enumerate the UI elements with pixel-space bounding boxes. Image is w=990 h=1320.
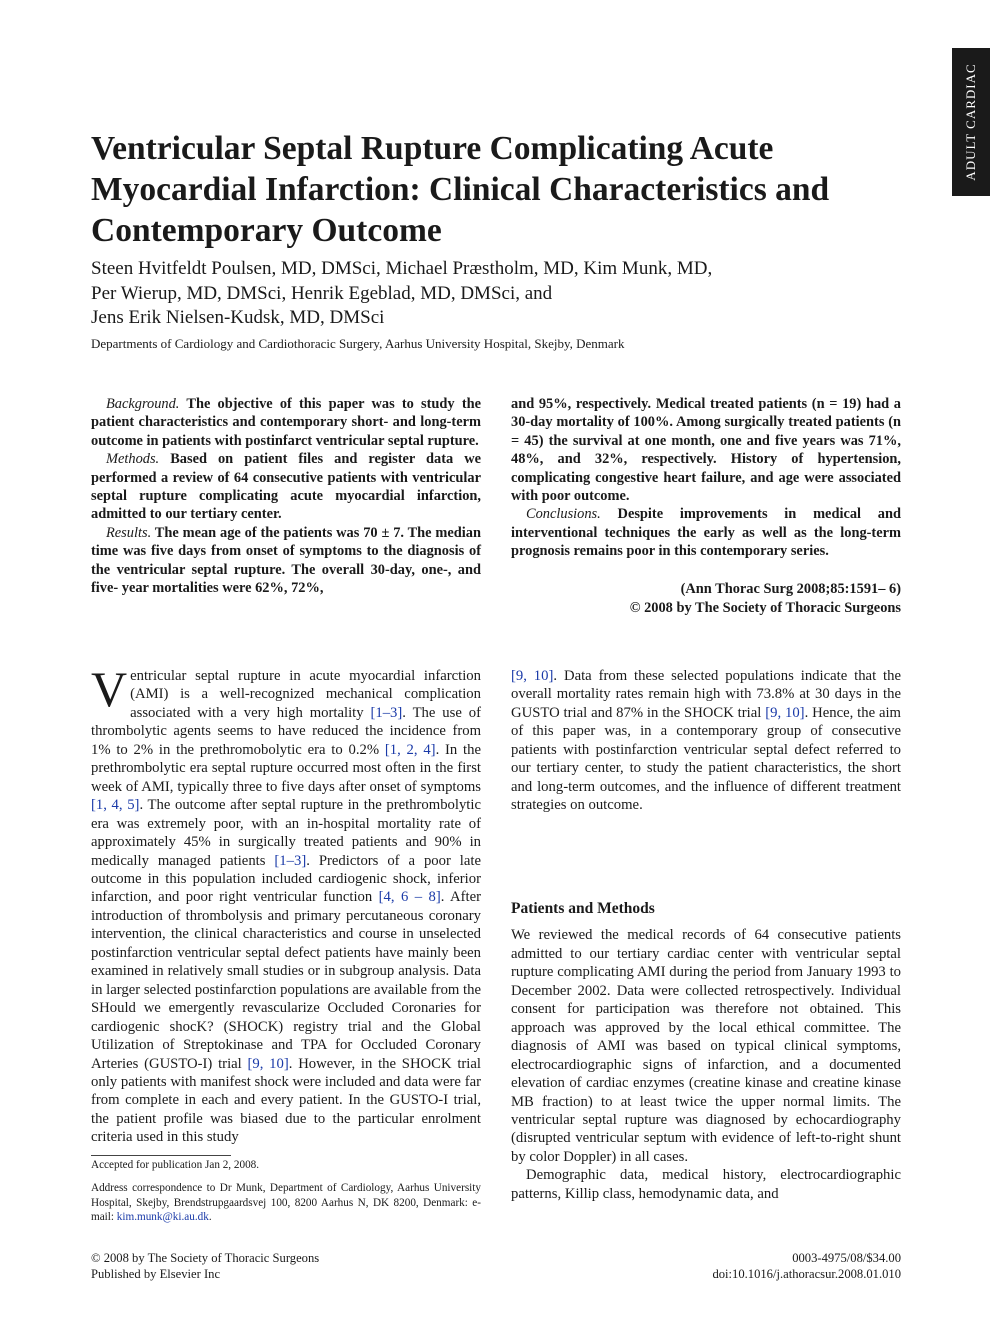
footer-left xyxy=(91,1250,319,1282)
abstract-left-column xyxy=(91,395,481,597)
body-left-column xyxy=(91,661,481,1147)
body-right-column xyxy=(511,667,901,815)
author-line: Per Wierup, MD, DMSci, Henrik Egeblad, MD, DMSci, and xyxy=(91,282,553,304)
footer-copyright: © 2008 by The Society of Thoracic Surgeons xyxy=(91,1251,320,1265)
reference-link[interactable]: [1–3] xyxy=(274,852,307,869)
abstract-results: Results. The mean age of the patients was 70 ± 7. The median time was five days from onset of symptoms to the diagnosis of the ventricular septal rupture. The overall 30-day, one-, and five- year mortalities were 62%, 72%, xyxy=(91,524,481,597)
methods-paragraph: Demographic data, medical history, electrocardiographic patterns, Killip class, hemodynamic data, and xyxy=(511,1167,901,1202)
footer-doi: doi:10.1016/j.athoracsur.2008.01.010 xyxy=(712,1267,901,1281)
reference-link[interactable]: [1–3] xyxy=(370,704,403,721)
article-title: Ventricular Septal Rupture Complicating Acute Myocardial Infarction: Clinical Characteristics and Contemporary Outcome xyxy=(91,130,830,249)
journal-citation-block xyxy=(511,580,901,617)
journal-citation: (Ann Thorac Surg 2008;85:1591– 6) xyxy=(680,581,901,597)
background-label: Background. xyxy=(106,396,180,412)
author-line: Steen Hvitfeldt Poulsen, MD, DMSci, Michael Præstholm, MD, Kim Munk, MD, xyxy=(91,258,713,279)
reference-link[interactable]: [1, 4, 5] xyxy=(91,797,140,814)
author-line: Jens Erik Nielsen-Kudsk, MD, DMSci xyxy=(91,307,385,328)
results-label: Results. xyxy=(106,524,152,541)
abstract-conclusions: Conclusions. Despite improvements in medical and interventional techniques the early as well as the long-term prognosis remains poor in this contemporary series. xyxy=(511,506,901,560)
abstract-results-continued: and 95%, respectively. Medical treated patients (n = 19) had a 30-day mortality of 100%. Among surgically treated patients (n = 45) the survival at one month, one and five years was 71%, 48%, and 32%, respectively. History of hypertension, complicating congestive heart failure, and age were associated with poor outcome. xyxy=(511,396,901,505)
reference-link[interactable]: [1, 2, 4] xyxy=(384,741,436,758)
abstract-right-column xyxy=(511,395,901,561)
methods-label: Methods. xyxy=(106,451,160,468)
section-tab xyxy=(952,48,990,196)
copyright-line: © 2008 by The Society of Thoracic Surgeons xyxy=(629,599,901,616)
accepted-note: Accepted for publication Jan 2, 2008. xyxy=(91,1159,260,1171)
reference-link[interactable]: [4, 6 – 8] xyxy=(378,889,441,906)
footer-issn: 0003-4975/08/$34.00 xyxy=(792,1251,901,1265)
email-link[interactable]: kim.munk@ki.au.dk xyxy=(116,1211,209,1223)
dropcap: V xyxy=(91,661,128,717)
reference-link[interactable]: [9, 10] xyxy=(511,668,554,684)
intro-paragraph-continued: [9, 10]. Data from these selected populations indicate that the overall mortality rates remain high with 73.8% at 30 days in the GUSTO trial and 87% in the SHOCK trial [9, 10]. Hence, the aim of this paper was, in a contemporary group of consecutive patients with postinfarction ventricular septal defect referred to our tertiary center, to study the patient characteristics, the short and long-term outcomes, and the influence of different treatment strategies on outcome. xyxy=(511,668,901,814)
intro-paragraph: Ventricular septal rupture in acute myocardial infarction (AMI) is a well-recognized mechanical complication associated with a very high mortality [1–3]. The use of thrombolytic agents seems to have reduced the incidence from 1% to 2% in the prethromobolytic era to 0.2% [1, 2, 4]. In the prethrombolytic era septal rupture occurred most often in the first week of AMI, typically three to five days after onset of symptoms [1, 4, 5]. The outcome after septal rupture in the prethrombolytic era was extremely poor, with an in-hospital mortality rate of approximately 45% in surgically treated patients and 90% in medically managed patients [1–3]. Predictors of a poor late outcome in this population included cardiogenic shock, inferior infarction, and poor right ventricular function [4, 6 – 8]. After introduction of thrombolysis and primary percutaneous coronary intervention, the clinical characteristics and course in unselected postinfarction ventricular septal defect patients have mainly been examined in relatively small studies or in subgroup analysis. Data in larger selected postinfarction populations are available from the SHould we emergently revascularize Occluded Coronaries for cardiogenic shocK? (SHOCK) registry trial and the Global Utilization of Streptokinase and TPA for Occluded Coronary Arteries (GUSTO-I) trial [9, 10]. However, in the SHOCK trial only patients with manifest shock were included and data were far from complete in each and every patient. In the GUSTO-I trial, the patient profile was biased due to the particular enrolment criteria used in this study xyxy=(91,661,481,1146)
section-tab-label: ADULT CARDIAC xyxy=(963,63,978,181)
footer-right xyxy=(712,1250,901,1282)
reference-link[interactable]: [9, 10] xyxy=(247,1055,289,1072)
abstract-methods: Methods. Based on patient files and register data we performed a review of 64 consecutive patients with ventricular septal rupture complicating acute myocardial infarction, admitted to our tertiary center. xyxy=(91,451,481,523)
correspondence-note: Address correspondence to Dr Munk, Department of Cardiology, Aarhus University Hospital, Skejby, Brendstrupgaardsvej 100, 8200 Aarhus N, DK 8200, Denmark: e-mail: kim.munk@ki.au.dk. xyxy=(91,1182,481,1223)
footnote-rule xyxy=(91,1155,231,1156)
methods-section xyxy=(511,900,901,1203)
reference-link[interactable]: [9, 10] xyxy=(765,704,805,721)
affiliation: Departments of Cardiology and Cardiothoracic Surgery, Aarhus University Hospital, Skejby, Denmark xyxy=(91,336,625,351)
author-list xyxy=(91,257,891,331)
section-heading: Patients and Methods xyxy=(511,900,655,917)
abstract-background: Background. The objective of this paper was to study the patient characteristics and contemporary short- and long-term outcome in patients with postinfarct ventricular septal rupture. xyxy=(91,396,481,449)
footer-publisher: Published by Elsevier Inc xyxy=(91,1267,221,1281)
conclusions-label: Conclusions. xyxy=(526,506,601,523)
methods-paragraph: We reviewed the medical records of 64 consecutive patients admitted to our tertiary cardiac center with ventricular septal rupture complicating AMI during the period from January 1993 to December 2002. Data were collected retrospectively. Individual consent for participation was therefore not obtained. This approach was approved by the local ethical committee. The diagnosis of AMI was based on typical clinical symptoms, electrocardiographic signs of infarction, and a documented elevation of cardiac enzymes (creatine kinase and creatine kinase MB fraction) to at least twice the upper normal limits. The ventricular septal rupture was diagnosed by echocardiography (disrupted ventricular septum with evidence of left-to-right shunt by color Doppler) in all cases. xyxy=(511,927,901,1165)
